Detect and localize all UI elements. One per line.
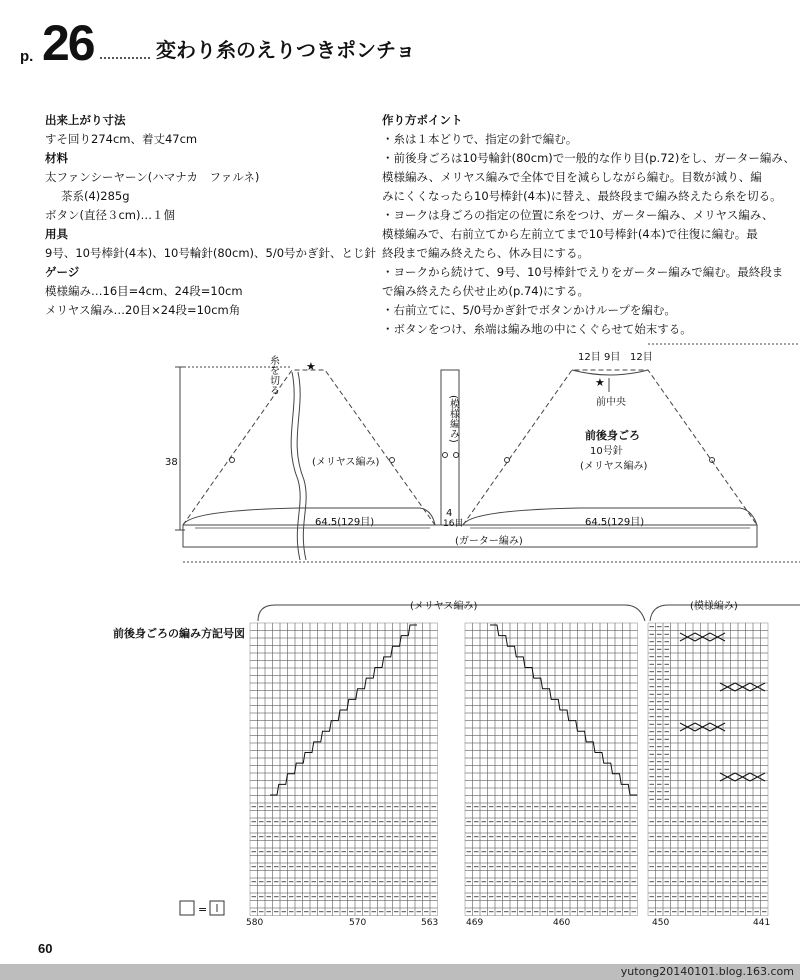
center-front-label: 前中央 (596, 397, 626, 408)
specs-column (45, 111, 376, 320)
cut-label: る (270, 386, 280, 397)
left-stitch-label: (メリヤス編み) (312, 457, 380, 468)
gauge-pattern: 模様編み…16目=4cm、24段=10cm (45, 284, 243, 298)
chart-title: 前後身ごろの編み方記号図 (113, 627, 245, 640)
instruction-line: ・ボタンをつけ、糸端は編み地の中にくぐらせて始末する。 (382, 322, 692, 336)
instruction-line: ・右前立てに、5/0号かぎ針でボタンかけループを編む。 (382, 303, 676, 317)
tools-heading: 用具 (45, 227, 68, 241)
materials-yarn: 太ファンシーヤーン(ハマナカ ファルネ) (45, 170, 260, 184)
tick-label: 450 (652, 918, 670, 928)
materials-heading: 材料 (45, 151, 68, 165)
top-count-a: 12目 (578, 352, 601, 363)
left-panel-outline (183, 370, 435, 525)
cut-line-wave (291, 372, 300, 560)
cut-label: を (270, 366, 280, 377)
stockinette-section-label: (メリヤス編み) (410, 601, 478, 612)
left-width-label: 64.5(129目) (315, 517, 375, 528)
size-text: すそ回り274cm、着丈47cm (45, 132, 198, 146)
right-width-label: 64.5(129目) (585, 517, 645, 528)
page-title: 変わり糸のえりつきポンチョ (156, 38, 416, 62)
gauge-stockinette: メリヤス編み…20目×24段=10cm角 (45, 303, 241, 317)
instruction-line: ・ヨークは身ごろの指定の位置に糸をつけ、ガーター編み、メリヤス編み、 (382, 208, 774, 222)
title-divider (100, 57, 150, 59)
schematic-diagram (0, 330, 800, 580)
knitting-chart (0, 595, 800, 935)
gauge-heading: ゲージ (45, 265, 80, 279)
materials-button: ボタン(直径３cm)…１個 (45, 208, 175, 222)
size-heading: 出来上がり寸法 (45, 113, 126, 127)
instruction-line: 模様編みで、右前立てから左前立てまで10号棒針(4本)で往復に編む。最 (382, 227, 758, 241)
pattern-strip-label: (模様編み) (447, 395, 459, 443)
center-pattern-strip (441, 370, 459, 525)
garter-label: (ガーター編み) (455, 536, 523, 547)
page-prefix: p. (20, 48, 34, 65)
needle-label: 10号針 (590, 446, 623, 457)
pattern-number: 26 (42, 15, 94, 71)
pattern-section-label: (模様編み) (690, 601, 738, 612)
tick-label: 580 (246, 918, 264, 928)
instruction-line: ・ヨークから続けて、9号、10号棒針でえりをガーター編みで編む。最終段ま (382, 265, 784, 279)
instruction-line: ・前後身ごろは10号輪針(80cm)で一般的な作り目(p.72)をし、ガーター編み、 (382, 151, 796, 165)
instruction-line: 模様編み、メリヤス編みで全体で目を減らしながら編む。目数が減り、編 (382, 170, 762, 184)
instruction-line: ・糸は１本どりで、指定の針で編む。 (382, 132, 578, 146)
tick-label: 441 (753, 918, 771, 928)
tools-text: 9号、10号棒針(4本)、10号輪針(80cm)、5/0号かぎ針、とじ針 (45, 246, 377, 260)
body-title: 前後身ごろ (585, 429, 640, 442)
page-number: 60 (38, 941, 53, 956)
tick-label: 469 (466, 918, 484, 928)
cut-label: 切 (270, 376, 280, 387)
star-marker-icon: ★ (306, 360, 316, 373)
materials-color: 茶系(4)285g (61, 189, 130, 203)
instruction-line: で編み終えたら伏せ止め(p.74)にする。 (382, 284, 590, 298)
instructions-column (382, 111, 795, 339)
instructions-heading: 作り方ポイント (382, 113, 463, 127)
chart-grid (250, 623, 768, 916)
top-count-c: 12目 (630, 352, 653, 363)
instruction-line: みにくくなったら10号棒針(4本)に替え、最終段まで編み終えたら糸を切る。 (382, 189, 782, 203)
tick-label: 563 (421, 918, 439, 928)
star-marker-icon: ★ (595, 376, 605, 389)
tick-label: 570 (349, 918, 367, 928)
instruction-line: 終段まで編み終えたら、休み目にする。 (382, 246, 589, 260)
cut-label: 糸 (270, 356, 280, 367)
legend-empty-cell (180, 901, 194, 915)
tick-label: 460 (553, 918, 571, 928)
legend-equals: = (198, 903, 208, 916)
source-watermark: yutong20140101.blog.163.com (620, 965, 794, 978)
top-count-b: 9目 (604, 352, 621, 363)
body-stitch-label: (メリヤス編み) (580, 461, 648, 472)
height-label: 38 (165, 457, 178, 468)
center-count-top: 4 (446, 508, 453, 519)
center-count-bottom: 16目 (443, 519, 464, 529)
